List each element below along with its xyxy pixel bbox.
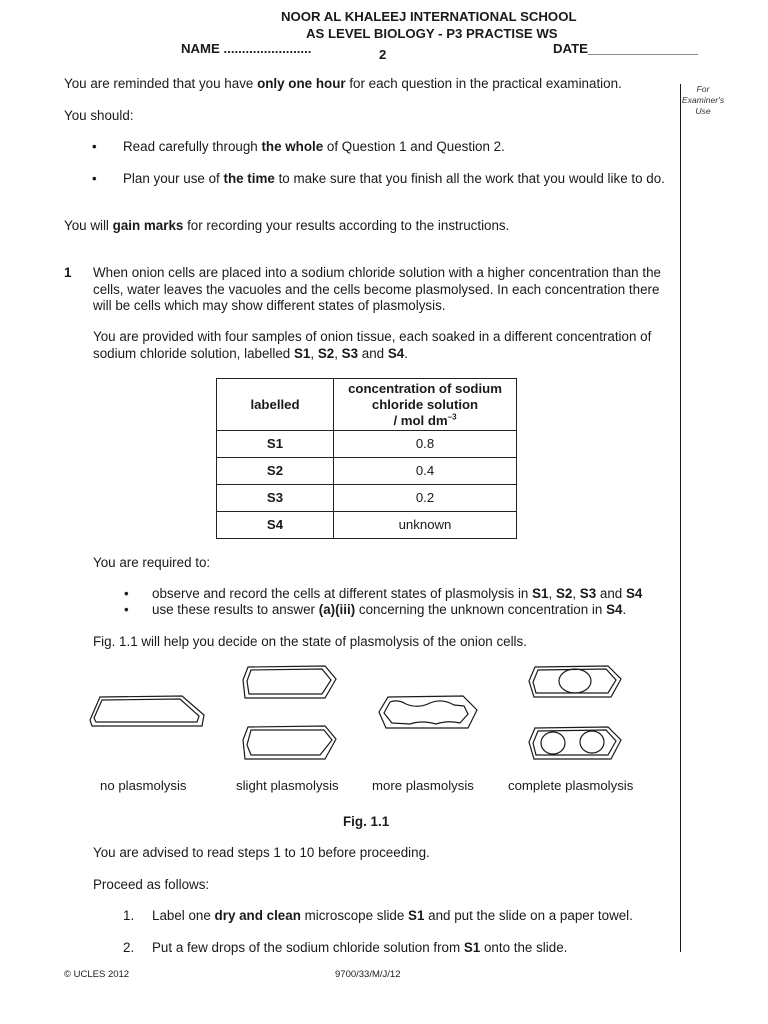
bold-text: S2 xyxy=(555,586,573,601)
instruction-bullet-read xyxy=(123,139,678,156)
slight-plasmolysis-cell xyxy=(243,666,336,698)
table-cell-value: unknown xyxy=(334,512,517,539)
caption-more-plasmolysis: more plasmolysis xyxy=(372,778,474,793)
text: You are reminded that you have xyxy=(64,76,258,91)
bold-text: the time xyxy=(223,171,275,186)
figure-intro: Fig. 1.1 will help you decide on the state of plasmolysis of the onion cells. xyxy=(93,634,527,649)
table-header-concentration xyxy=(334,379,517,431)
complete-plasmolysis-cell xyxy=(529,727,621,759)
examiner-label-line: Examiner's xyxy=(681,95,725,105)
table-row xyxy=(217,512,517,539)
text: and xyxy=(596,586,626,601)
caption-slight-plasmolysis: slight plasmolysis xyxy=(236,778,339,793)
intro-gain-marks xyxy=(64,218,674,235)
required-intro: You are required to: xyxy=(93,555,211,570)
text: . xyxy=(622,602,627,617)
text: / mol dm xyxy=(393,412,448,428)
instruction-bullet-plan xyxy=(123,171,676,188)
table-row xyxy=(217,485,517,512)
steps-proceed: Proceed as follows: xyxy=(93,877,210,892)
text: , xyxy=(334,345,342,361)
text: , xyxy=(572,586,580,601)
bold-text: (a)(iii) xyxy=(318,602,356,617)
page-number: 2 xyxy=(379,47,387,62)
table-cell-label: S1 xyxy=(217,431,334,458)
text: observe and record the cells at different states of plasmolysis in xyxy=(152,586,533,601)
header-line: chloride solution xyxy=(371,396,479,412)
question1-paragraph2 xyxy=(93,329,675,362)
table-cell-value: 0.8 xyxy=(334,431,517,458)
header-line: concentration of sodium xyxy=(348,380,502,396)
table-cell-value: 0.4 xyxy=(334,458,517,485)
bold-text: S1 xyxy=(293,345,311,361)
bold-text: S4 xyxy=(387,345,405,361)
bold-text: the whole xyxy=(261,139,324,154)
name-field-label: NAME ........................ xyxy=(181,41,312,56)
steps-advice: You are advised to read steps 1 to 10 before proceeding. xyxy=(93,845,430,860)
text: . xyxy=(404,345,408,361)
bullet-marker: • xyxy=(124,602,129,617)
text: for recording your results according to the instructions. xyxy=(183,218,510,233)
complete-plasmolysis-cell xyxy=(529,666,621,697)
required-bullet-observe xyxy=(152,586,677,603)
figure-title: Fig. 1.1 xyxy=(343,814,390,829)
step-2-text xyxy=(152,940,677,957)
text: You are provided with four samples of onion tissue, each soaked in a different concentration of sodium chloride solution, labelled xyxy=(93,329,652,361)
text: concerning the unknown concentration in xyxy=(355,602,607,617)
intro-paragraph-time xyxy=(64,76,674,93)
text: Read carefully through xyxy=(123,139,262,154)
footer-copyright: © UCLES 2012 xyxy=(64,969,130,980)
text: of Question 1 and Question 2. xyxy=(323,139,505,154)
bold-text: S1 xyxy=(463,940,481,955)
bullet-marker: • xyxy=(92,139,97,154)
date-field-label: DATE_______________ xyxy=(553,41,698,56)
text: use these results to answer xyxy=(152,602,319,617)
superscript: –3 xyxy=(447,412,457,422)
bullet-marker: • xyxy=(124,586,129,601)
text: Plan your use of xyxy=(123,171,224,186)
slight-plasmolysis-cell xyxy=(243,726,336,759)
table-row xyxy=(217,431,517,458)
step-number: 2. xyxy=(123,940,135,955)
text: Put a few drops of the sodium chloride solution from xyxy=(152,940,464,955)
text: Label one xyxy=(152,908,215,923)
text: , xyxy=(310,345,318,361)
bullet-marker: • xyxy=(92,171,97,186)
text: and xyxy=(358,345,388,361)
examiner-label-line: For xyxy=(696,84,710,94)
caption-complete-plasmolysis: complete plasmolysis xyxy=(508,778,634,793)
step-1-text xyxy=(152,908,677,925)
question1-paragraph1: When onion cells are placed into a sodium chloride solution with a higher concentration than the cells, water leaves the vacuoles and the cells become plasmolysed. In each concentration there will be cells which may show different states of plasmolysis. xyxy=(93,265,661,313)
bold-text: S3 xyxy=(341,345,359,361)
examiner-label-line: Use xyxy=(695,106,711,116)
subject-title: AS LEVEL BIOLOGY - P3 PRACTISE WS xyxy=(306,26,558,41)
text: for each question in the practical examination. xyxy=(345,76,622,91)
more-plasmolysis-cell xyxy=(379,696,477,728)
table-cell-label: S4 xyxy=(217,512,334,539)
intro-you-should: You should: xyxy=(64,108,134,123)
school-name: NOOR AL KHALEEJ INTERNATIONAL SCHOOL xyxy=(281,9,577,24)
bold-text: gain marks xyxy=(112,218,184,233)
text: , xyxy=(548,586,556,601)
no-plasmolysis-cell xyxy=(90,696,204,726)
examiner-use-label xyxy=(680,84,726,117)
bold-text: S3 xyxy=(579,586,597,601)
table-row xyxy=(217,458,517,485)
header-line-units xyxy=(334,413,516,429)
bold-text: S4 xyxy=(625,586,643,601)
text: You will xyxy=(64,218,113,233)
table-cell-label: S2 xyxy=(217,458,334,485)
bold-text: only one hour xyxy=(257,76,346,91)
bold-text: S1 xyxy=(532,586,549,601)
question-number: 1 xyxy=(64,265,72,280)
footer-paper-code: 9700/33/M/J/12 xyxy=(335,969,401,980)
plasmolysis-figure xyxy=(80,660,700,770)
bold-text: S2 xyxy=(317,345,335,361)
text: to make sure that you finish all the work that you would like to do. xyxy=(274,171,665,186)
text: microscope slide xyxy=(300,908,409,923)
caption-no-plasmolysis: no plasmolysis xyxy=(100,778,187,793)
examiner-margin-line xyxy=(680,84,681,952)
bold-text: dry and clean xyxy=(214,908,301,923)
table-cell-label: S3 xyxy=(217,485,334,512)
bold-text: S1 xyxy=(408,908,425,923)
step-number: 1. xyxy=(123,908,135,923)
required-bullet-answer xyxy=(152,602,677,619)
text: and put the slide on a paper towel. xyxy=(424,908,633,923)
concentration-table xyxy=(216,378,517,539)
text: onto the slide. xyxy=(480,940,568,955)
table-header-labelled: labelled xyxy=(217,379,334,431)
bold-text: S4 xyxy=(606,602,623,617)
table-header-row xyxy=(217,379,517,431)
table-cell-value: 0.2 xyxy=(334,485,517,512)
